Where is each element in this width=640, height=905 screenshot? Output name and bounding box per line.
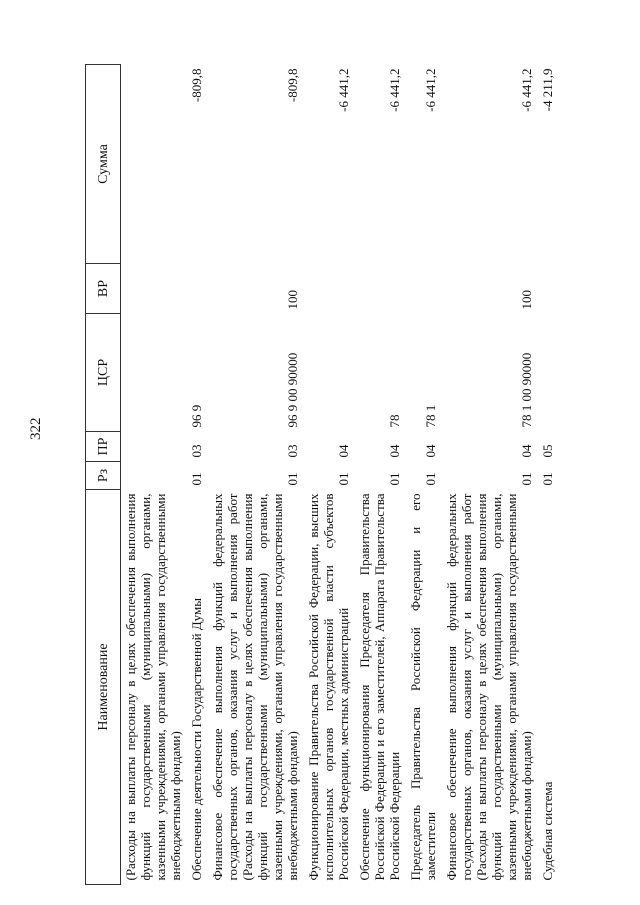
budget-table-sheet	[85, 65, 615, 885]
row-rz: 01	[540, 472, 555, 486]
row-sum: -809,8	[189, 68, 204, 103]
row-sum: -4 211,9	[540, 68, 555, 112]
row-vr	[187, 264, 208, 314]
row-sum: -6 441,2	[387, 68, 402, 112]
table-header-row	[86, 65, 121, 885]
table-row	[187, 65, 208, 885]
header-csr: ЦСР	[86, 314, 121, 432]
row-csr: 96 9	[189, 404, 204, 428]
row-rz	[121, 462, 188, 490]
row-sum: -809,8	[285, 68, 300, 103]
row-name: Председатель Правительства Российской Федерации и его заместители	[408, 493, 438, 881]
row-pr: 03	[189, 444, 204, 458]
row-csr: 78 1 00 90000	[519, 352, 534, 428]
table-row	[538, 65, 559, 885]
row-pr: 05	[540, 444, 555, 458]
row-name: (Расходы на выплаты персоналу в целях обеспечения выполнения функций государственными (муниципальными) органами, казенными учреждениями, органами управления государственными внебюджетными фондами)	[123, 493, 183, 881]
header-pr: ПР	[86, 432, 121, 462]
row-sum: -6 441,2	[519, 68, 534, 112]
row-vr	[304, 264, 355, 314]
row-pr: 04	[519, 444, 534, 458]
row-vr: 100	[285, 290, 300, 310]
row-vr	[538, 264, 559, 314]
page-number: 322	[28, 417, 44, 440]
row-name: Судебная система	[540, 781, 555, 881]
row-pr: 03	[285, 444, 300, 458]
row-csr: 78	[387, 414, 402, 428]
table-row	[304, 65, 355, 885]
row-rz: 01	[519, 472, 534, 486]
row-pr	[121, 432, 188, 462]
row-name: Функционирование Правительства Российской Федерации, высших исполнительных органов государственной власти субъектов Российской Федерации, местных администраций	[306, 493, 351, 881]
header-sum: Сумма	[86, 65, 121, 264]
row-sum: -6 441,2	[336, 68, 351, 112]
table-row	[208, 65, 304, 885]
row-sum: -6 441,2	[423, 68, 438, 112]
table-row	[406, 65, 442, 885]
row-sum	[121, 65, 188, 264]
row-pr: 04	[336, 444, 351, 458]
table-row	[442, 65, 538, 885]
row-pr: 04	[387, 444, 402, 458]
header-name: Наименование	[86, 490, 121, 885]
row-rz: 01	[285, 472, 300, 486]
row-name: Обеспечение деятельности Государственной Думы	[189, 598, 204, 881]
row-rz: 01	[423, 472, 438, 486]
row-csr: 78 1	[423, 404, 438, 428]
row-vr	[406, 264, 442, 314]
row-vr	[355, 264, 406, 314]
row-csr	[538, 314, 559, 432]
row-name: Обеспечение функционирования Председателя Правительства Российской Федерации и его заместителей, Аппарата Правительства Российской Федерации	[357, 493, 402, 881]
row-csr	[121, 314, 188, 432]
row-pr: 04	[423, 444, 438, 458]
row-vr: 100	[519, 290, 534, 310]
row-name: Финансовое обеспечение выполнения функций федеральных государственных органов, оказания услуг и выполнения работ (Расходы на выплаты персоналу в целях обеспечения выполнения функций государственными (муниципальными) органами, казенными учреждениями, органами управления государственными внебюджетными фондами)	[444, 493, 534, 881]
row-rz: 01	[387, 472, 402, 486]
budget-table	[85, 64, 559, 885]
header-vr: ВР	[86, 264, 121, 314]
row-csr: 96 9 00 90000	[285, 352, 300, 428]
row-vr	[121, 264, 188, 314]
row-csr	[304, 314, 355, 432]
header-rz: Рз	[86, 462, 121, 490]
row-rz: 01	[189, 472, 204, 486]
table-row	[121, 65, 188, 885]
row-rz: 01	[336, 472, 351, 486]
table-row	[355, 65, 406, 885]
row-name: Финансовое обеспечение выполнения функций федеральных государственных органов, оказания услуг и выполнения работ (Расходы на выплаты персоналу в целях обеспечения выполнения функций государственными (муниципальными) органами, казенными учреждениями, органами управления государственными внебюджетными фондами)	[210, 493, 300, 881]
